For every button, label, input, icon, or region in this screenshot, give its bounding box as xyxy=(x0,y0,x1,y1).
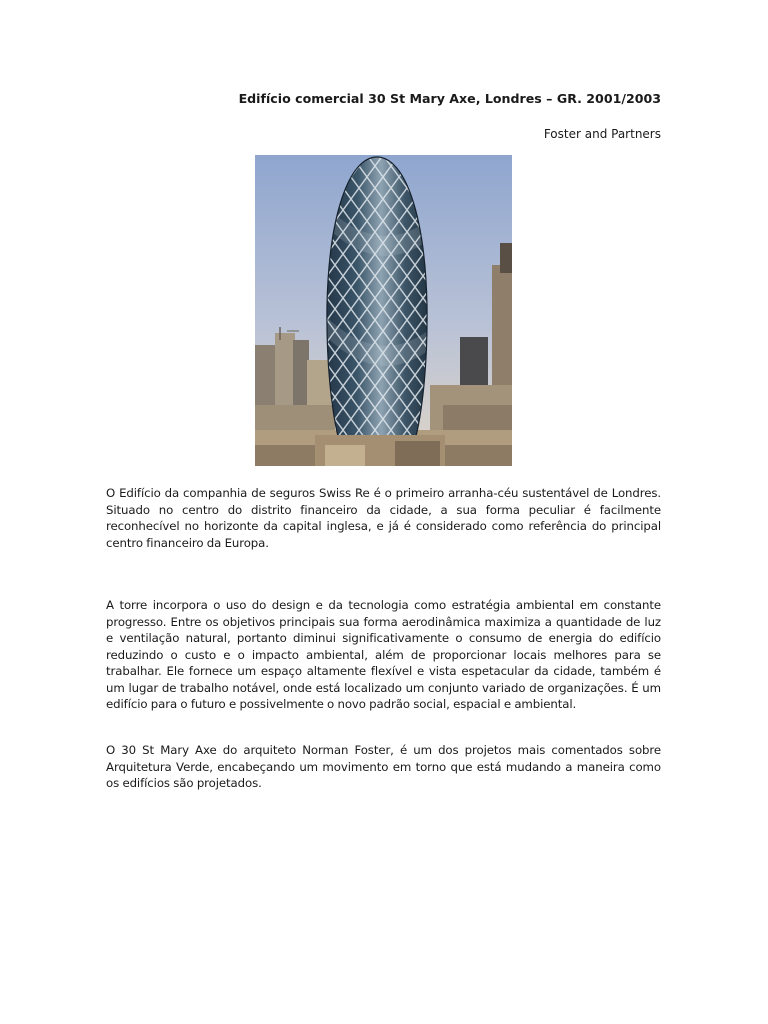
paragraph-intro: O Edifício da companhia de seguros Swiss Re é o primeiro arranha-céu sustentável de Londres. Situado no centro do distrito financeiro da cidade, a sua forma peculiar é facilmente reconhecível no horizonte da capital inglesa, e já é considerado como referência do principal centro financeiro da Europa. xyxy=(106,486,661,550)
paragraph-design: A torre incorpora o uso do design e da tecnologia como estratégia ambiental em constante progresso. Entre os objetivos principais sua forma aerodinâmica maximiza a quantidade de luz e ventilação natural, portanto diminui significativamente o consumo de energia do edifício reduzindo o custo e o impacto ambiental, além de proporcionar locais melhores para se trabalhar. Ele fornece um espaço altamente flexível e vista espetacular da cidade, também é um lugar de trabalho notável, onde está localizado um conjunto variado de organizações. É um edifício para o futuro e possivelmente o novo padrão social, espacial e ambiental. xyxy=(106,598,661,711)
paragraph-architect: O 30 St Mary Axe do arquiteto Norman Foster, é um dos projetos mais comentados sobre Arquitetura Verde, encabeçando um movimento em torno que está mudando a maneira como os edifícios são projetados. xyxy=(106,743,661,790)
building-photo xyxy=(255,155,512,466)
document-author: Foster and Partners xyxy=(543,127,661,141)
document-title: Edifício comercial 30 St Mary Axe, Londres – GR. 2001/2003 xyxy=(238,91,661,106)
